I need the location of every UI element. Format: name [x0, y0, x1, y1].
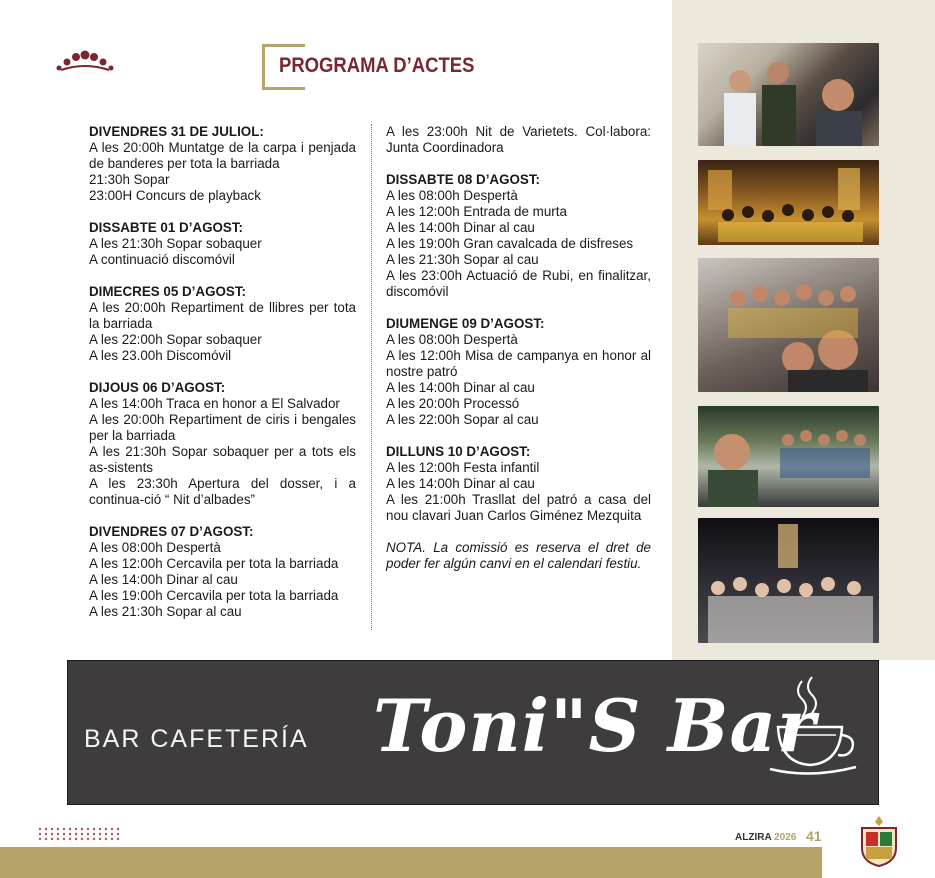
event-line: A les 23.00h Discomóvil [89, 348, 232, 363]
event-line: A les 12:00h Cercavila per tota la barriada [89, 556, 339, 571]
event-line: A les 22:00h Sopar al cau [386, 412, 539, 427]
event-line: A les 21:30h Sopar sobaquer [89, 236, 262, 251]
footer-dot-pattern [38, 826, 124, 842]
event-line: A les 19:00h Gran cavalcada de disfreses [386, 236, 634, 251]
day-block [89, 284, 356, 364]
bar-advertisement [67, 660, 879, 805]
event-line: A les 14:00h Traca en honor a El Salvador [89, 396, 340, 411]
event-line: A les 19:00h Cercavila per tota la barriada [89, 588, 339, 603]
group-photo-2 [698, 160, 879, 245]
event-line: A les 20:00h Muntatge de la carpa i penjada de banderes per tota la barriada [89, 140, 356, 171]
day-block [89, 124, 356, 204]
day-block [386, 316, 651, 428]
event-line: A les 20:00h Processó [386, 396, 520, 411]
group-photo-3 [698, 258, 879, 392]
event-line: A les 08:00h Despertà [386, 332, 518, 347]
column-divider [371, 124, 372, 630]
decorative-crown-icon [55, 48, 115, 76]
photo-figures-1 [698, 43, 879, 146]
event-line: 23:00H Concurs de playback [89, 188, 261, 203]
footer-year: 2026 [774, 832, 797, 843]
event-line: A les 23:00h Nit de Varietets. Col·labora: Junta Coordinadora [386, 124, 651, 155]
day-title: DIJOUS 06 D’AGOST: [89, 380, 226, 395]
day-title: DISSABTE 01 D’AGOST: [89, 220, 244, 235]
footer-publication [735, 832, 796, 843]
event-line: A les 20:00h Repartiment de ciris i bengales per la barriada [89, 412, 356, 443]
ad-bar-cafeteria-text: BAR CAFETERÍA [84, 725, 309, 753]
event-line: A continuació discomóvil [89, 252, 235, 267]
event-line: A les 08:00h Despertà [386, 188, 518, 203]
event-line: A les 20:00h Repartiment de llibres per tota la barriada [89, 300, 356, 331]
day-block [89, 524, 356, 620]
day-title: DILLUNS 10 D’AGOST: [386, 444, 531, 459]
event-line: A les 21:30h Sopar al cau [89, 604, 242, 619]
event-line: A les 14:00h Dinar al cau [386, 476, 535, 491]
event-line: A les 22:00h Sopar sobaquer [89, 332, 262, 347]
day-title: DISSABTE 08 D’AGOST: [386, 172, 541, 187]
event-line: A les 21:00h Trasllat del patró a casa del nou clavari Juan Carlos Giménez Mezquita [386, 492, 651, 523]
event-line: A les 21:30h Sopar al cau [386, 252, 539, 267]
schedule-column-2 [386, 124, 651, 588]
note-text: NOTA. La comissió es reserva el dret de poder fer algún canvi en el calendari festiu. [386, 540, 651, 571]
event-line: A les 21:30h Sopar sobaquer per a tots els as-sistents [89, 444, 356, 475]
photo-figures-5 [698, 518, 879, 643]
group-photo-1 [698, 43, 879, 146]
group-photo-4 [698, 406, 879, 507]
event-line: A les 14:00h Dinar al cau [386, 380, 535, 395]
footer-bar [0, 847, 822, 878]
day-block [386, 172, 651, 300]
day-block [89, 380, 356, 508]
day-title: DIVENDRES 31 DE JULIOL: [89, 124, 264, 139]
day-title: DIVENDRES 07 D’AGOST: [89, 524, 254, 539]
ad-brand-name: Toni"S Bar [373, 683, 817, 768]
coat-of-arms-icon [856, 814, 902, 868]
photo-figures-4 [698, 406, 879, 507]
event-line: A les 23:00h Actuació de Rubi, en finalitzar, discomóvil [386, 268, 651, 299]
event-line: 21:30h Sopar [89, 172, 170, 187]
footer-city: ALZIRA [735, 832, 772, 843]
day-title: DIUMENGE 09 D’AGOST: [386, 316, 545, 331]
event-line: A les 12:00h Festa infantil [386, 460, 540, 475]
day-title: DIMECRES 05 D’AGOST: [89, 284, 246, 299]
event-line: A les 08:00h Despertà [89, 540, 221, 555]
event-line: A les 23:30h Apertura del dosser, i a continua-ció “ Nit d’albades” [89, 476, 356, 507]
page-title: PROGRAMA D’ACTES [279, 54, 475, 77]
day-block [89, 220, 356, 268]
coffee-cup-icon [768, 675, 860, 787]
group-photo-5 [698, 518, 879, 643]
event-line: A les 14:00h Dinar al cau [386, 220, 535, 235]
photo-figures-3 [698, 258, 879, 392]
day-block [386, 444, 651, 524]
photo-figures-2 [698, 160, 879, 245]
event-line: A les 12:00h Entrada de murta [386, 204, 567, 219]
event-line: A les 14:00h Dinar al cau [89, 572, 238, 587]
page-number: 41 [806, 828, 822, 844]
event-line: A les 12:00h Misa de campanya en honor al nostre patró [386, 348, 651, 379]
day-continuation [386, 124, 651, 156]
schedule-column-1 [89, 124, 356, 636]
